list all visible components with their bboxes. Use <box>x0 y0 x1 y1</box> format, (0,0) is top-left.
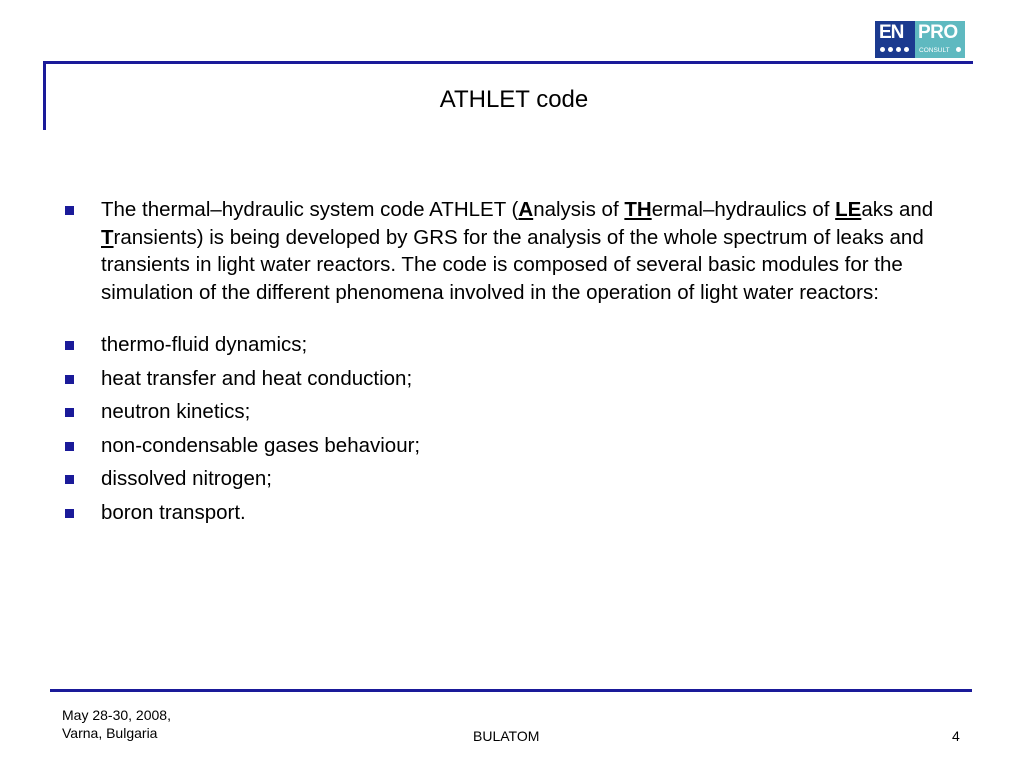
slide-content <box>62 196 972 529</box>
square-bullet-icon <box>65 509 74 518</box>
enpro-consult-logo <box>875 21 965 58</box>
footer-date: May 28-30, 2008, <box>62 707 171 723</box>
logo-dot-icon <box>956 47 961 52</box>
page-number: 4 <box>952 728 960 744</box>
module-label: dissolved nitrogen; <box>101 467 272 490</box>
module-item <box>62 328 972 362</box>
module-item <box>62 462 972 496</box>
text-segment: The thermal–hydraulic system code ATHLET ( <box>101 198 519 221</box>
module-label: thermo-fluid dynamics; <box>101 333 308 356</box>
module-item <box>62 362 972 396</box>
square-bullet-icon <box>65 206 74 215</box>
logo-pro-text: PRO <box>918 22 958 43</box>
module-label: non-condensable gases behaviour; <box>101 433 421 457</box>
acronym-letter: A <box>518 198 534 221</box>
text-segment: nalysis of <box>533 198 625 221</box>
logo-en-block <box>875 21 915 58</box>
square-bullet-icon <box>65 475 74 484</box>
square-bullet-icon <box>65 341 74 350</box>
module-item <box>62 429 972 463</box>
slide-title <box>0 86 1024 114</box>
text-segment: ransients) is being developed by GRS for the analysis of the whole spectrum of leaks and transients in light water reactors. The code is composed of several basic modules for the simulation of the different phenomena involved in the operation of light water reactors: <box>101 225 924 304</box>
footer-location: Varna, Bulgaria <box>62 725 158 741</box>
slide-title-text: ATHLET code <box>439 86 589 113</box>
text-segment: ermal–hydraulics of <box>651 198 836 221</box>
acronym-letter: TH <box>624 198 652 221</box>
square-bullet-icon <box>65 442 74 451</box>
module-item <box>62 395 972 429</box>
main-bullet <box>62 196 972 306</box>
title-rule-horizontal <box>43 61 973 64</box>
module-label: neutron kinetics; <box>101 400 251 423</box>
square-bullet-icon <box>65 375 74 384</box>
footer-event: BULATOM <box>473 728 540 744</box>
footer-date-location <box>62 706 171 742</box>
logo-dots-icon <box>880 47 909 52</box>
module-label: heat transfer and heat conduction; <box>101 366 413 390</box>
acronym-letter: LE <box>835 198 862 221</box>
acronym-letter: T <box>101 225 114 249</box>
logo-en-text: EN <box>879 22 904 43</box>
logo-consult-text: CONSULT <box>919 47 950 54</box>
square-bullet-icon <box>65 408 74 417</box>
module-item <box>62 496 972 530</box>
footer-rule <box>50 689 972 692</box>
module-label: boron transport. <box>101 500 246 524</box>
logo-pro-block <box>915 21 965 58</box>
text-segment: aks and <box>861 198 934 221</box>
